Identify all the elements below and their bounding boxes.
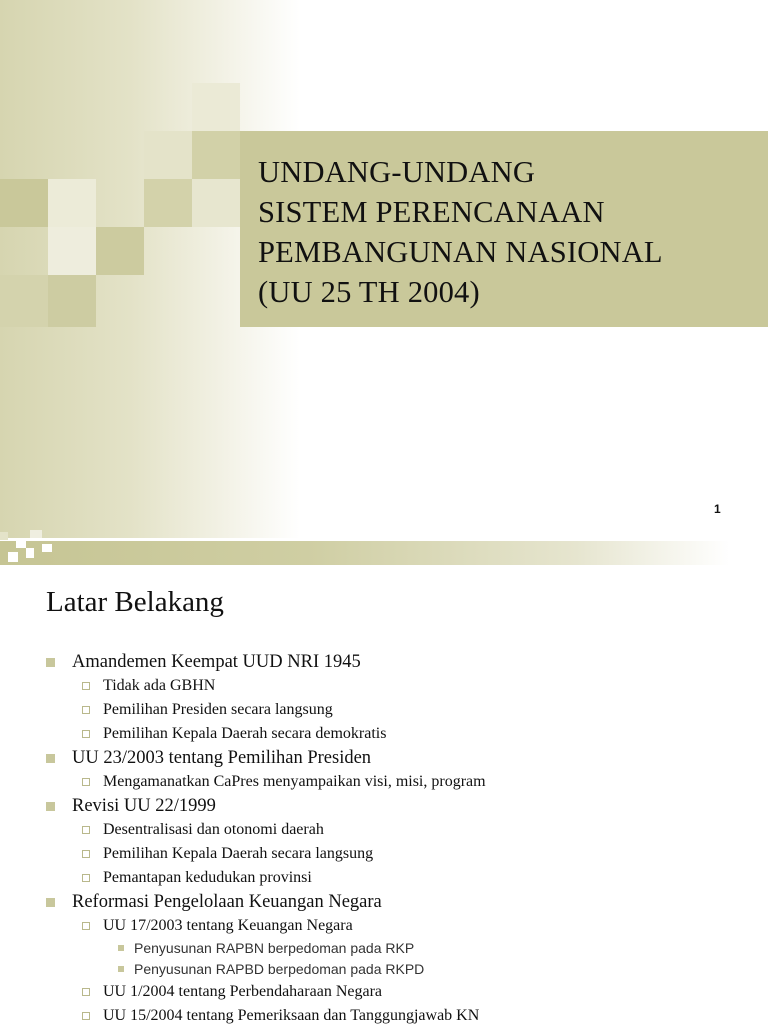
deco-tile [192, 83, 240, 131]
bullet-text: UU 15/2004 tentang Pemeriksaan dan Tanggungjawab KN [103, 1007, 480, 1024]
bullet-item-level-2 [0, 722, 768, 746]
slide-number: 1 [714, 502, 721, 516]
square-bullet-icon [46, 802, 55, 811]
deco-tile [48, 227, 96, 275]
hollow-square-bullet-icon [82, 706, 90, 714]
hollow-square-bullet-icon [82, 778, 90, 786]
bullet-item-level-2 [0, 866, 768, 890]
bullet-item-level-1 [0, 794, 768, 818]
separator-square [26, 548, 34, 558]
separator-square [16, 538, 26, 548]
hollow-square-bullet-icon [82, 850, 90, 858]
title-line: (UU 25 TH 2004) [258, 275, 480, 309]
deco-tile [192, 179, 240, 227]
deco-tile [48, 179, 96, 227]
separator-square [42, 544, 52, 552]
bullet-item-level-3 [0, 959, 768, 980]
bullet-text: Penyusunan RAPBN berpedoman pada RKP [134, 940, 415, 956]
bullet-text: Tidak ada GBHN [103, 677, 216, 694]
bullet-item-level-1 [0, 650, 768, 674]
hollow-square-bullet-icon [82, 682, 90, 690]
hollow-square-bullet-icon [82, 922, 90, 930]
deco-tile [192, 131, 240, 179]
bullet-text: Pemilihan Kepala Daerah secara langsung [103, 845, 374, 862]
title-line: PEMBANGUNAN NASIONAL [258, 235, 663, 269]
bullet-text: UU 1/2004 tentang Perbendaharaan Negara [103, 983, 382, 1000]
bullet-item-level-2 [0, 674, 768, 698]
hollow-square-bullet-icon [82, 1012, 90, 1020]
hollow-square-bullet-icon [82, 826, 90, 834]
bullet-text: Mengamanatkan CaPres menyampaikan visi, misi, program [103, 773, 486, 790]
title-line: SISTEM PERENCANAAN [258, 195, 605, 229]
bullet-text: Revisi UU 22/1999 [72, 796, 216, 816]
square-bullet-icon [46, 754, 55, 763]
deco-tile [144, 131, 192, 179]
bullet-item-level-2 [0, 842, 768, 866]
deco-tile [0, 275, 48, 327]
deco-tile [0, 179, 48, 227]
deco-tile [96, 227, 144, 275]
content-slide [0, 566, 768, 1024]
deco-tile [144, 179, 192, 227]
bullet-text: Amandemen Keempat UUD NRI 1945 [72, 652, 361, 672]
hollow-square-bullet-icon [82, 730, 90, 738]
bullet-text: Pemilihan Presiden secara langsung [103, 701, 333, 718]
title-line: UNDANG-UNDANG [258, 155, 536, 189]
hollow-square-bullet-icon [82, 988, 90, 996]
square-bullet-icon [118, 945, 124, 951]
bullet-text: Reformasi Pengelolaan Keuangan Negara [72, 892, 382, 912]
bullet-item-level-1 [0, 746, 768, 770]
bullet-item-level-2 [0, 698, 768, 722]
square-bullet-icon [46, 898, 55, 907]
bullet-item-level-2 [0, 980, 768, 1004]
bullet-item-level-1 [0, 890, 768, 914]
bullet-item-level-3 [0, 938, 768, 959]
bullet-item-level-2 [0, 1004, 768, 1024]
separator-strip [0, 541, 768, 565]
square-bullet-icon [118, 966, 124, 972]
slide-heading: Latar Belakang [46, 586, 224, 618]
hollow-square-bullet-icon [82, 874, 90, 882]
bullet-text: Penyusunan RAPBD berpedoman pada RKPD [134, 961, 425, 977]
deco-tile [48, 275, 96, 327]
bullet-item-level-2 [0, 770, 768, 794]
separator-square [30, 530, 42, 538]
bullet-text: UU 17/2003 tentang Keuangan Negara [103, 917, 353, 934]
bullet-item-level-2 [0, 914, 768, 938]
slide-title [258, 152, 758, 312]
bullet-text: Pemilihan Kepala Daerah secara demokratis [103, 725, 387, 742]
separator-square [8, 552, 18, 562]
bullet-text: UU 23/2003 tentang Pemilihan Presiden [72, 748, 372, 768]
square-bullet-icon [46, 658, 55, 667]
bullet-outline [0, 650, 768, 1024]
bullet-item-level-2 [0, 818, 768, 842]
separator-square [0, 532, 8, 540]
bullet-text: Desentralisasi dan otonomi daerah [103, 821, 324, 838]
bullet-text: Pemantapan kedudukan provinsi [103, 869, 312, 886]
